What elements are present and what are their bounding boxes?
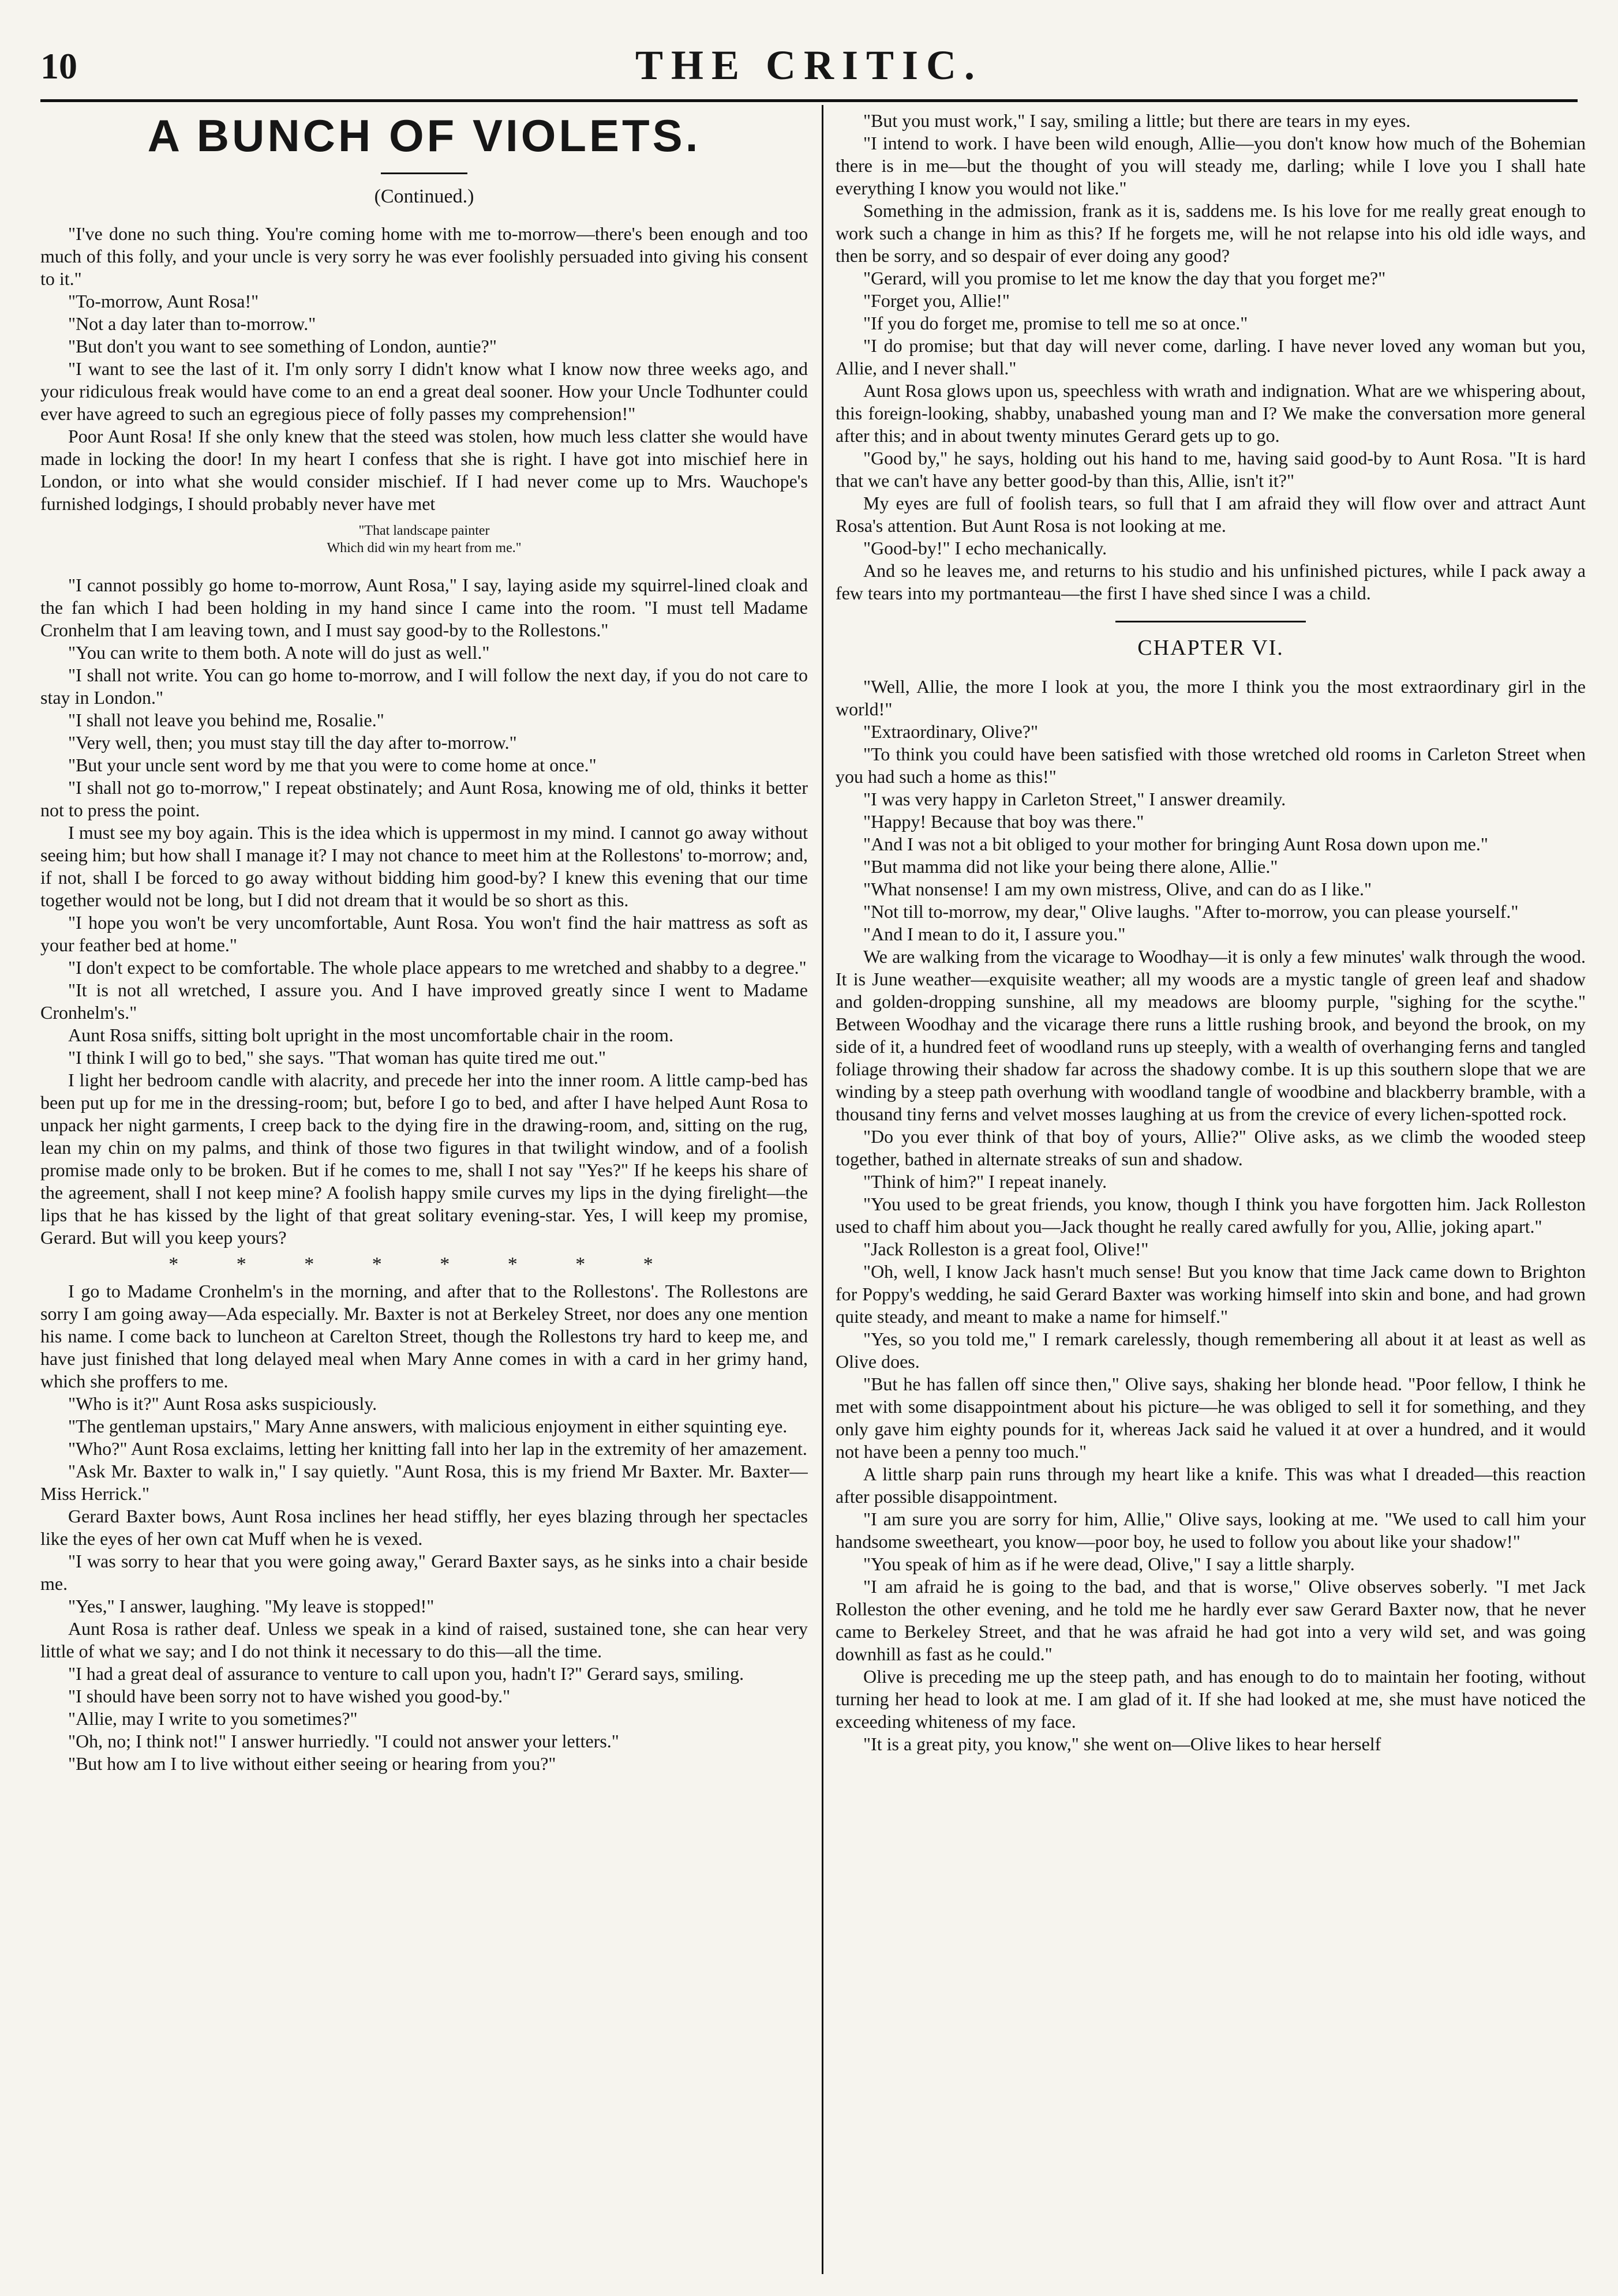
paragraph: I light her bedroom candle with alacrity, and precede her into the inner room. A little camp-bed has been put up for me in the dressing-room; but, before I go to bed, and after I have helped Aunt Rosa to unpack her night garments, I creep back to the dying fire in the drawing-room, and, sitting on the rug, lean my chin on my palms, and think of those two figures in that twilight window, and of a foolish promise made only to be broken. But if he comes to me, shall I not say "Yes?" If he keeps his share of the agreement, shall I not keep mine? A foolish happy smile curves my lips in the dying firelight—the lips that he has kissed by the light of that great solitary evening-star. Yes, I will keep my promise, Gerard. But will you keep yours? [40, 1070, 808, 1248]
paragraph: "It is not all wretched, I assure you. And I have improved greatly since I went to Madame Cronhelm's." [40, 980, 808, 1023]
paragraph: "But don't you want to see something of London, auntie?" [68, 336, 497, 357]
paragraph: Aunt Rosa sniffs, sitting bolt upright in the most uncomfortable chair in the room. [68, 1025, 674, 1045]
paragraph: "I had a great deal of assurance to venture to call upon you, hadn't I?" Gerard says, smiling. [68, 1663, 744, 1684]
paragraph: "Yes, so you told me," I remark carelessly, though remembering all about it at least as well as Olive does. [836, 1329, 1586, 1372]
paragraph: A little sharp pain runs through my heart like a knife. This was what I dreaded—this reaction after possible disappointment. [836, 1464, 1586, 1507]
paragraph: "I intend to work. I have been wild enough, Allie—you don't know how much of the Bohemian there is in me—but the thought of you will steady me, darling; while I love you I shall hate everything I know you would not like." [836, 133, 1586, 198]
paragraph: "But mamma did not like your being there alone, Allie." [863, 856, 1278, 877]
paragraph: "If you do forget me, promise to tell me so at once." [863, 313, 1248, 333]
paragraph: "I shall not write. You can go home to-morrow, and I will follow the next day, if you do not care to stay in London." [40, 665, 808, 708]
paragraph: "You can write to them both. A note will do just as well." [68, 642, 490, 663]
paragraph: "I think I will go to bed," she says. "That woman has quite tired me out." [68, 1047, 606, 1068]
paragraph: "The gentleman upstairs," Mary Anne answers, with malicious enjoyment in either squinting eye. [68, 1416, 788, 1436]
paragraph: "To think you could have been satisfied with those wretched old rooms in Carleton Street when you had such a home as this!" [836, 744, 1586, 787]
paragraph: "Ask Mr. Baxter to walk in," I say quietly. "Aunt Rosa, this is my friend Mr Baxter. Mr. Baxter—Miss Herrick." [40, 1461, 808, 1504]
paragraph: "Allie, may I write to you sometimes?" [68, 1708, 358, 1729]
paragraph: "I want to see the last of it. I'm only sorry I didn't know what I know now three weeks ago, and your ridiculous freak would have come to an end a great deal sooner. How your Uncle Todhunter could ever have agreed to such an egregious piece of folly passes my comprehension!" [40, 358, 808, 424]
paragraph: We are walking from the vicarage to Woodhay—it is only a few minutes' walk through the wood. It is June weather—exquisite weather; all my woods are a mystic tangle of green leaf and shadow and golden-dropping sunshine, all my meadows are bloomy purple, "sighing for the scythe." Between Woodhay and the vicarage there runs a little rushing brook, and beyond the brook, on my side of it, a hundred feet of woodland runs up steeply, with a wealth of overhanging ferns and tangled foliage throwing their shadow far across the shadowy combe. It is up this southern slope that we are winding by a steep path overhung with woodland tangle of woodbine and blackberry bramble, with a thousand tiny ferns and velvet mosses laughing at us from the crevice of every lichen-spotted rock. [836, 946, 1586, 1124]
column-rule [822, 105, 823, 2274]
paragraph: "And I mean to do it, I assure you." [863, 924, 1126, 944]
running-title: THE CRITIC. [635, 42, 983, 88]
paragraph: Aunt Rosa is rather deaf. Unless we speak in a kind of raised, sustained tone, she can hear very little of what we say; and I do not think it necessary to do this—all the time. [40, 1618, 808, 1661]
paragraph: "You used to be great friends, you know, though I think you have forgotten him. Jack Rolleston used to chaff him about you—Jack thought he really cared awfully for you, Allie, joking apart." [836, 1194, 1586, 1237]
paragraph: Something in the admission, frank as it is, saddens me. Is his love for me really great enough to work such a change in him as this? If he forgets me, will he not relapse into his old idle ways, and then be sorry, and so despair of ever doing any good? [836, 200, 1586, 266]
paragraph: "Oh, no; I think not!" I answer hurriedly. "I could not answer your letters." [68, 1731, 619, 1751]
paragraph: "Very well, then; you must stay till the day after to-morrow." [68, 732, 517, 753]
paragraph: "I am sure you are sorry for him, Allie," Olive says, looking at me. "We used to call him your handsome sweetheart, you know—poor boy, he used to follow you about like your shadow!" [836, 1509, 1586, 1552]
paragraph: "Jack Rolleston is a great fool, Olive!" [863, 1239, 1149, 1259]
paragraph: "But you must work," I say, smiling a little; but there are tears in my eyes. [863, 110, 1411, 131]
paragraph: "Well, Allie, the more I look at you, the more I think you the most extraordinary girl in the world!" [836, 676, 1586, 719]
header-rule [40, 99, 1578, 102]
paragraph: "To-morrow, Aunt Rosa!" [68, 291, 259, 312]
story-title: A BUNCH OF VIOLETS. [147, 110, 701, 161]
paragraph: "I don't expect to be comfortable. The whole place appears to me wretched and shabby to a degree." [68, 957, 807, 978]
verse-line: Which did win my heart from me." [327, 541, 522, 556]
paragraph: "Yes," I answer, laughing. "My leave is stopped!" [68, 1596, 435, 1616]
paragraph: I must see my boy again. This is the idea which is uppermost in my mind. I cannot go away without seeing him; but how shall I manage it? I may not chance to meet him at the Rollestons' to-morrow; and, if not, shall I be forced to go away without bidding him good-by? I knew this evening that our time together would not be long, but I did not dream that it would be so short as this. [40, 822, 808, 910]
paragraph: "Not a day later than to-morrow." [68, 313, 316, 334]
paragraph: "But your uncle sent word by me that you were to come home at once." [68, 755, 597, 775]
paragraph: My eyes are full of foolish tears, so full that I am afraid they will flow over and attract Aunt Rosa's attention. But Aunt Rosa is not looking at me. [836, 493, 1586, 536]
paragraph: Aunt Rosa glows upon us, speechless with wrath and indignation. What are we whispering about, this foreign-looking, shabby, unabashed young man and I? We make the conversation more general after this; and in about twenty minutes Gerard gets up to go. [836, 380, 1586, 446]
paragraph: "I was sorry to hear that you were going away," Gerard Baxter says, as he sinks into a chair beside me. [40, 1551, 808, 1594]
paragraph: "I should have been sorry not to have wished you good-by." [68, 1686, 511, 1706]
paragraph: "I shall not leave you behind me, Rosalie." [68, 710, 384, 730]
paragraph: "Good-by!" I echo mechanically. [863, 538, 1107, 558]
paragraph: "Extraordinary, Olive?" [863, 721, 1039, 742]
paragraph: "But how am I to live without either seeing or hearing from you?" [68, 1753, 556, 1774]
paragraph: "What nonsense! I am my own mistress, Olive, and can do as I like." [863, 879, 1372, 899]
paragraph: "Who?" Aunt Rosa exclaims, letting her knitting fall into her lap in the extremity of her amazement. [68, 1438, 807, 1459]
paragraph: "And I was not a bit obliged to your mother for bringing Aunt Rosa down upon me." [863, 834, 1488, 854]
paragraph: "Think of him?" I repeat inanely. [863, 1171, 1107, 1192]
verse-line: "That landscape painter [358, 523, 490, 538]
title-rule [381, 172, 467, 174]
paragraph: "I've done no such thing. You're coming home with me to-morrow—there's been enough and too much of this folly, and your uncle is very sorry he was ever foolishly persuaded into giving his consent to it." [40, 223, 808, 289]
paragraph: "Happy! Because that boy was there." [863, 811, 1144, 832]
paragraph: Gerard Baxter bows, Aunt Rosa inclines her head stiffly, her eyes blazing through her spectacles like the eyes of her own cat Muff when he is vexed. [40, 1506, 808, 1549]
paragraph: "Not till to-morrow, my dear," Olive laughs. "After to-morrow, you can please yourself." [863, 901, 1519, 922]
left-column [40, 110, 808, 2273]
paragraph: And so he leaves me, and returns to his studio and his unfinished pictures, while I pack away a few tears into my portmanteau—the first I have shed since I was a child. [836, 560, 1586, 603]
paragraph: "Do you ever think of that boy of yours, Allie?" Olive asks, as we climb the wooded steep together, bathed in alternate streaks of sun and shadow. [836, 1126, 1586, 1169]
paragraph: "Gerard, will you promise to let me know the day that you forget me?" [863, 268, 1386, 288]
chapter-heading: CHAPTER VI. [1137, 636, 1284, 660]
verse-quote [40, 522, 808, 557]
page-number: 10 [40, 46, 77, 87]
paragraph: Olive is preceding me up the steep path, and has enough to do to maintain her footing, without turning her head to look at me. I am glad of it. If she had looked at me, she must have noticed the exceeding whiteness of my face. [836, 1666, 1586, 1732]
paragraph: "Forget you, Allie!" [863, 290, 1010, 311]
paragraph: "But he has fallen off since then," Olive says, shaking her blonde head. "Poor fellow, I think he met with some disappointment about his picture—he was obliged to sell it for something, and they only gave him eighty pounds for it, whereas Jack said he valued it at over a hundred, and it would not have been a penny too much." [836, 1374, 1586, 1462]
paragraph: "I hope you won't be very uncomfortable, Aunt Rosa. You won't find the hair mattress as soft as your feather bed at home." [40, 912, 808, 955]
paragraph: "It is a great pity, you know," she went on—Olive likes to hear herself [863, 1734, 1381, 1754]
right-column [836, 110, 1586, 2273]
chapter-rule [1115, 621, 1306, 622]
paragraph: "I do promise; but that day will never come, darling. I have never loved any woman but you, Allie, and I never shall." [836, 335, 1586, 378]
paragraph: Poor Aunt Rosa! If she only knew that the steed was stolen, how much less clatter she would have made in locking the door! In my heart I confess that she is right. I have got into mischief here in London, or into what she would consider mischief. If I had never come up to Mrs. Wauchope's furnished lodgings, I should probably never have met [40, 426, 808, 514]
paragraph: "I am afraid he is going to the bad, and that is worse," Olive observes soberly. "I met Jack Rolleston the other evening, and he told me he hardly ever saw Gerard Baxter now, that he never came to Berkeley Street, and that he was afraid he had got into a very wild set, and was going downhill as fast as he could." [836, 1576, 1586, 1664]
paragraph: "Who is it?" Aunt Rosa asks suspiciously. [68, 1393, 377, 1414]
paragraph: "I cannot possibly go home to-morrow, Aunt Rosa," I say, laying aside my squirrel-lined cloak and the fan which I had been holding in my hand since I came into the room. "I must tell Madame Cronhelm that I am leaving town, and I must say good-by to the Rollestons." [40, 575, 808, 640]
paragraph: "Oh, well, I know Jack hasn't much sense! But you know that time Jack came down to Brighton for Poppy's wedding, he said Gerard Baxter was working himself into skin and bone, and had grown quite steady, and meant to make a name for himself." [836, 1261, 1586, 1327]
paragraph: "I was very happy in Carleton Street," I answer dreamily. [863, 789, 1286, 809]
paragraph: I go to Madame Cronhelm's in the morning, and after that to the Rollestons'. The Rollestons are sorry I am going away—Ada especially. Mr. Baxter is not at Berkeley Street, nor does any one mention his name. I come back to luncheon at Carelton Street, though the Rollestons try hard to keep me, and have just finished that long delayed meal when Mary Anne comes in with a card in her grimy hand, which she proffers to me. [40, 1281, 808, 1391]
paragraph: "I shall not go to-morrow," I repeat obstinately; and Aunt Rosa, knowing me of old, thinks it better not to press the point. [40, 777, 808, 820]
paragraph: "Good by," he says, holding out his hand to me, having said good-by to Aunt Rosa. "It is hard that we can't have any better good-by than this, Allie, isn't it?" [836, 448, 1586, 491]
continued-label: (Continued.) [374, 186, 474, 207]
section-break-asterisks: * * * * * * * * [168, 1254, 680, 1275]
page-header [40, 35, 1578, 98]
paragraph: "You speak of him as if he were dead, Olive," I say a little sharply. [863, 1554, 1355, 1574]
